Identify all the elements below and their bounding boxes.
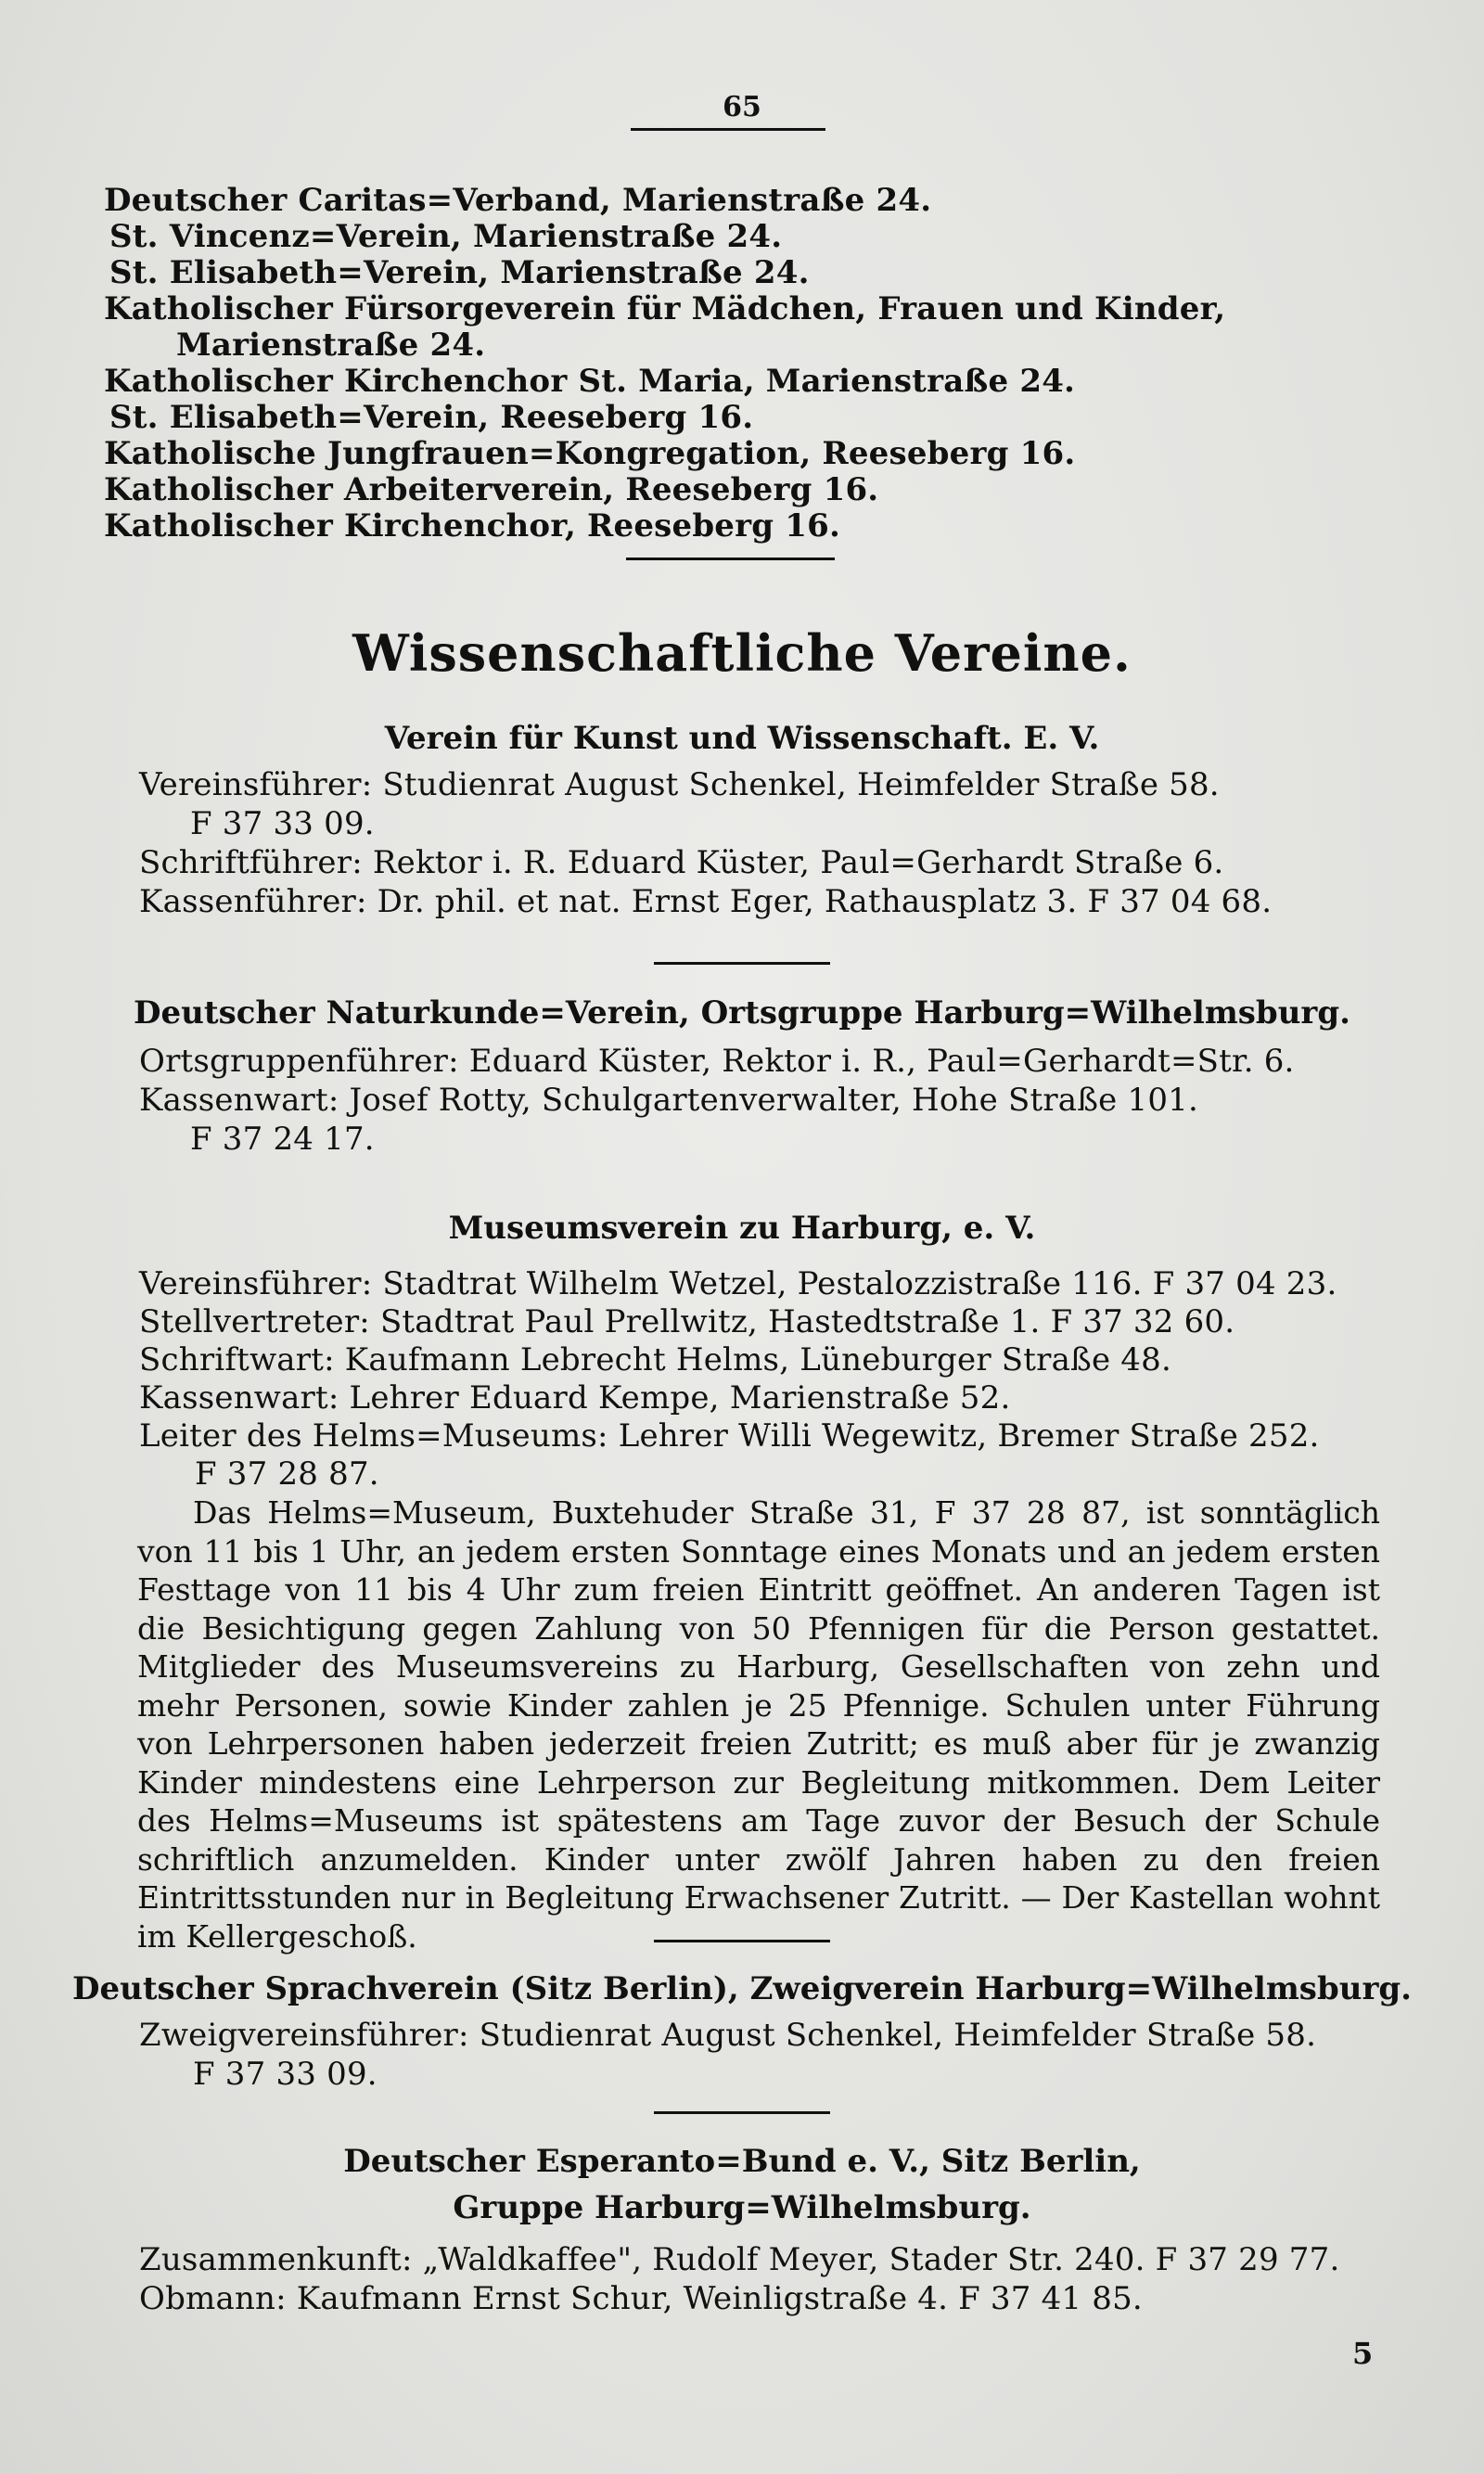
club-title-kunst: Verein für Kunst und Wissenschaft. E. V. [384, 720, 1100, 757]
club-line: F 37 33 09. [193, 2056, 377, 2093]
club-line: Obmann: Kaufmann Ernst Schur, Weinligstraße 4. F 37 41 85. [139, 2280, 1143, 2317]
section-title: Wissenschaftliche Vereine. [352, 623, 1132, 683]
section-rule [654, 962, 830, 965]
club-title-sprach: Deutscher Sprachverein (Sitz Berlin), Zweigverein Harburg=Wilhelmsburg. [72, 1970, 1412, 2007]
club-line: Zusammenkunft: „Waldkaffee", Rudolf Meyer, Stader Str. 240. F 37 29 77. [139, 2241, 1340, 2278]
club-line: Leiter des Helms=Museums: Lehrer Willi Wegewitz, Bremer Straße 252. [139, 1417, 1320, 1455]
club-line: Vereinsführer: Studienrat August Schenkel, Heimfelder Straße 58. [139, 766, 1220, 803]
list-item: Katholische Jungfrauen=Kongregation, Reeseberg 16. [104, 435, 1076, 472]
list-item: Katholischer Fürsorgeverein für Mädchen, Frauen und Kinder, [104, 290, 1226, 327]
club-subtitle-esperanto: Gruppe Harburg=Wilhelmsburg. [453, 2189, 1031, 2226]
club-line: Ortsgruppenführer: Eduard Küster, Rektor i. R., Paul=Gerhardt=Str. 6. [139, 1043, 1295, 1080]
list-item: Katholischer Kirchenchor, Reeseberg 16. [104, 507, 841, 545]
club-line: Kassenführer: Dr. phil. et nat. Ernst Eger, Rathausplatz 3. F 37 04 68. [139, 883, 1273, 920]
list-item: Marienstraße 24. [176, 327, 486, 364]
list-item: Deutscher Caritas=Verband, Marienstraße 24. [104, 182, 932, 219]
club-line: Stellvertreter: Stadtrat Paul Prellwitz, Hastedtstraße 1. F 37 32 60. [139, 1303, 1235, 1340]
club-line: Schriftwart: Kaufmann Lebrecht Helms, Lüneburger Straße 48. [139, 1341, 1171, 1378]
club-line: Zweigvereinsführer: Studienrat August Schenkel, Heimfelder Straße 58. [139, 2017, 1317, 2054]
section-rule [654, 1940, 830, 1942]
club-line: Kassenwart: Lehrer Eduard Kempe, Marienstraße 52. [139, 1379, 1011, 1416]
list-item: Katholischer Arbeiterverein, Reeseberg 16. [104, 471, 879, 508]
club-line: Schriftführer: Rektor i. R. Eduard Küster, Paul=Gerhardt Straße 6. [139, 844, 1224, 881]
club-title-esperanto: Deutscher Esperanto=Bund e. V., Sitz Berlin, [343, 2143, 1141, 2180]
museum-description: Das Helms=Museum, Buxtehuder Straße 31, F 37 28 87, ist sonntäglich von 11 bis 1 Uhr, an jedem ersten Sonntage eines Monats und an jedem ersten Festtage von 11 bis 4 Uhr zum freien Eintritt geöffnet. An anderen Tagen ist die Besichtigung gegen Zahlung von 50 Pfennigen für die Person gestattet. Mitglieder des Museumsvereins zu Harburg, Gesellschaften von zehn und mehr Personen, sowie Kinder zahlen je 25 Pfennige. Schulen unter Führung von Lehrpersonen haben jederzeit freien Zutritt; es muß aber für je zwanzig Kinder mindestens eine Lehrperson zur Begleitung mitkommen. Dem Leiter des Helms=Museums ist spätestens am Tage zuvor der Besuch der Schule schriftlich anzumelden. Kinder unter zwölf Jahren haben zu den freien Eintrittsstunden nur in Begleitung Erwachsener Zutritt. — Der Kastellan wohnt im Kellergeschoß. [137, 1494, 1380, 1955]
section-rule [654, 2111, 830, 2114]
list-item: Katholischer Kirchenchor St. Maria, Marienstraße 24. [104, 363, 1076, 400]
club-title-natur: Deutscher Naturkunde=Verein, Ortsgruppe Harburg=Wilhelmsburg. [134, 994, 1350, 1032]
club-line: F 37 24 17. [190, 1121, 375, 1158]
header-rule [631, 128, 825, 131]
club-line: F 37 33 09. [190, 805, 375, 842]
club-line: Vereinsführer: Stadtrat Wilhelm Wetzel, Pestalozzistraße 116. F 37 04 23. [139, 1265, 1337, 1302]
club-line: Kassenwart: Josef Rotty, Schulgartenverwalter, Hohe Straße 101. [139, 1082, 1198, 1119]
signature-mark: 5 [1352, 2336, 1374, 2371]
club-title-museum: Museumsverein zu Harburg, e. V. [448, 1210, 1036, 1247]
list-item: St. Elisabeth=Verein, Marienstraße 24. [109, 254, 810, 291]
page-number: 65 [723, 91, 761, 123]
section-rule [626, 558, 835, 560]
list-item: St. Vincenz=Verein, Marienstraße 24. [109, 218, 783, 255]
club-line: F 37 28 87. [195, 1455, 379, 1493]
list-item: St. Elisabeth=Verein, Reeseberg 16. [109, 399, 754, 436]
